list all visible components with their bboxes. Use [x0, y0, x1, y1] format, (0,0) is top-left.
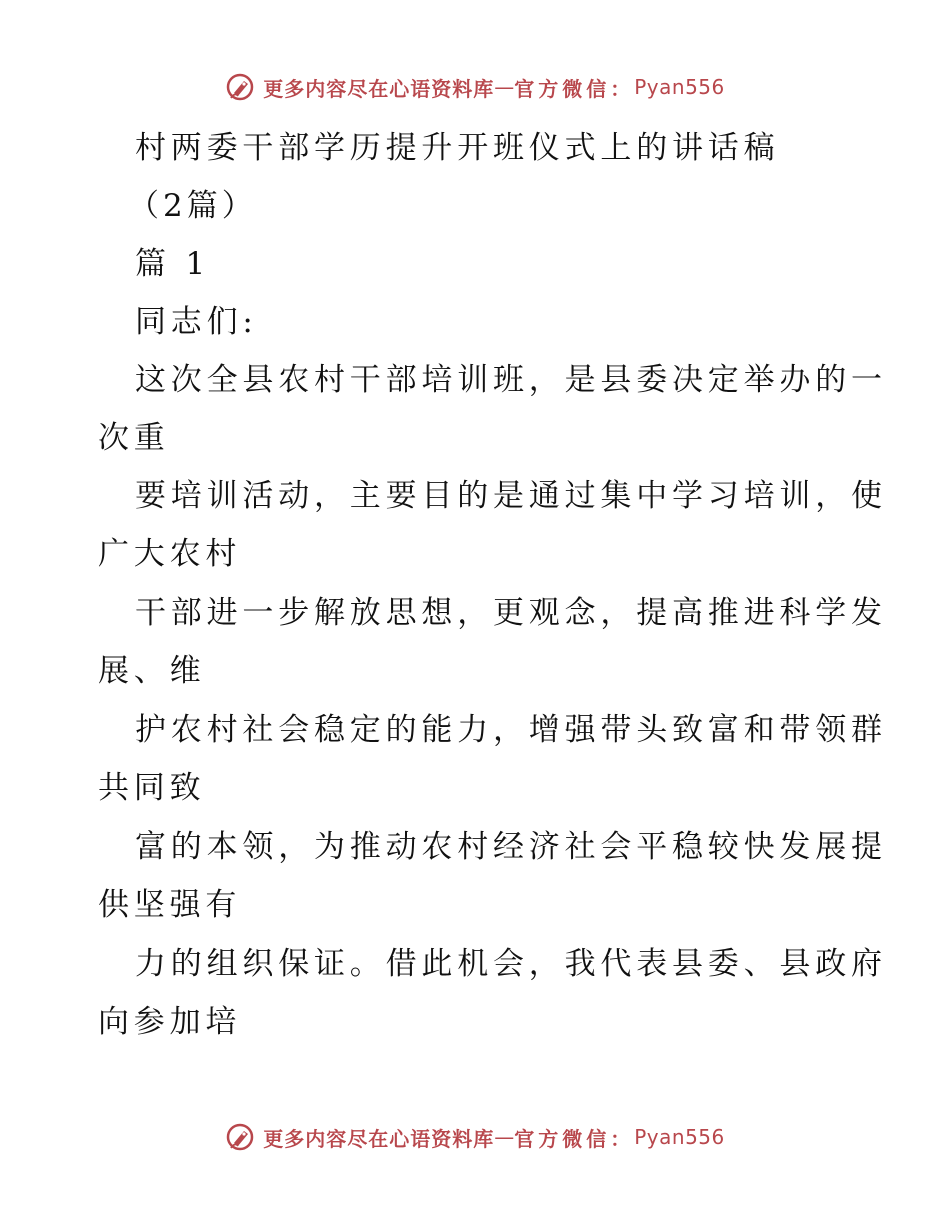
- pen-nib-logo-icon: [225, 1122, 255, 1152]
- paragraph-line: 次重: [98, 420, 170, 456]
- paragraph-line: 共同致: [98, 770, 206, 806]
- paragraph-line: 富的本领，为推动农村经济社会平稳较快发展提: [135, 829, 887, 865]
- pen-nib-logo-icon: [225, 72, 255, 102]
- footer-watermark-banner: [0, 1122, 950, 1152]
- banner-separator: —: [494, 75, 515, 99]
- paragraph-line: 护农村社会稳定的能力，增强带头致富和带领群: [135, 712, 887, 748]
- header-watermark-banner: [0, 72, 950, 102]
- paragraph-line: 供坚强有: [98, 887, 242, 923]
- banner-wechat-label: 官方微信：: [514, 76, 635, 101]
- banner-wechat-id: Pyan556: [634, 1125, 725, 1149]
- paragraph-line: 要培训活动，主要目的是通过集中学习培训，使: [135, 478, 887, 514]
- paragraph-line: 展、维: [98, 653, 206, 689]
- paragraph-line: 力的组织保证。借此机会，我代表县委、县政府: [135, 946, 887, 982]
- banner-wechat-id: Pyan556: [634, 75, 725, 99]
- section-heading: 篇 1: [135, 246, 210, 282]
- paragraph-line: 这次全县农村干部培训班，是县委决定举办的一: [135, 362, 887, 398]
- document-title: 村两委干部学历提升开班仪式上的讲话稿: [135, 130, 780, 166]
- paragraph-line: 广大农村: [98, 536, 242, 572]
- banner-wechat-label: 官方微信：: [514, 1126, 635, 1151]
- paragraph-line: 向参加培: [98, 1004, 242, 1040]
- paragraph-line: 干部进一步解放思想，更观念，提高推进科学发: [135, 595, 887, 631]
- banner-lead-text: 更多内容尽在心语资料库: [263, 1126, 495, 1151]
- document-title-count: （2篇）: [128, 188, 257, 224]
- salutation: 同志们:: [135, 304, 258, 340]
- banner-separator: —: [494, 1125, 515, 1149]
- banner-lead-text: 更多内容尽在心语资料库: [263, 76, 495, 101]
